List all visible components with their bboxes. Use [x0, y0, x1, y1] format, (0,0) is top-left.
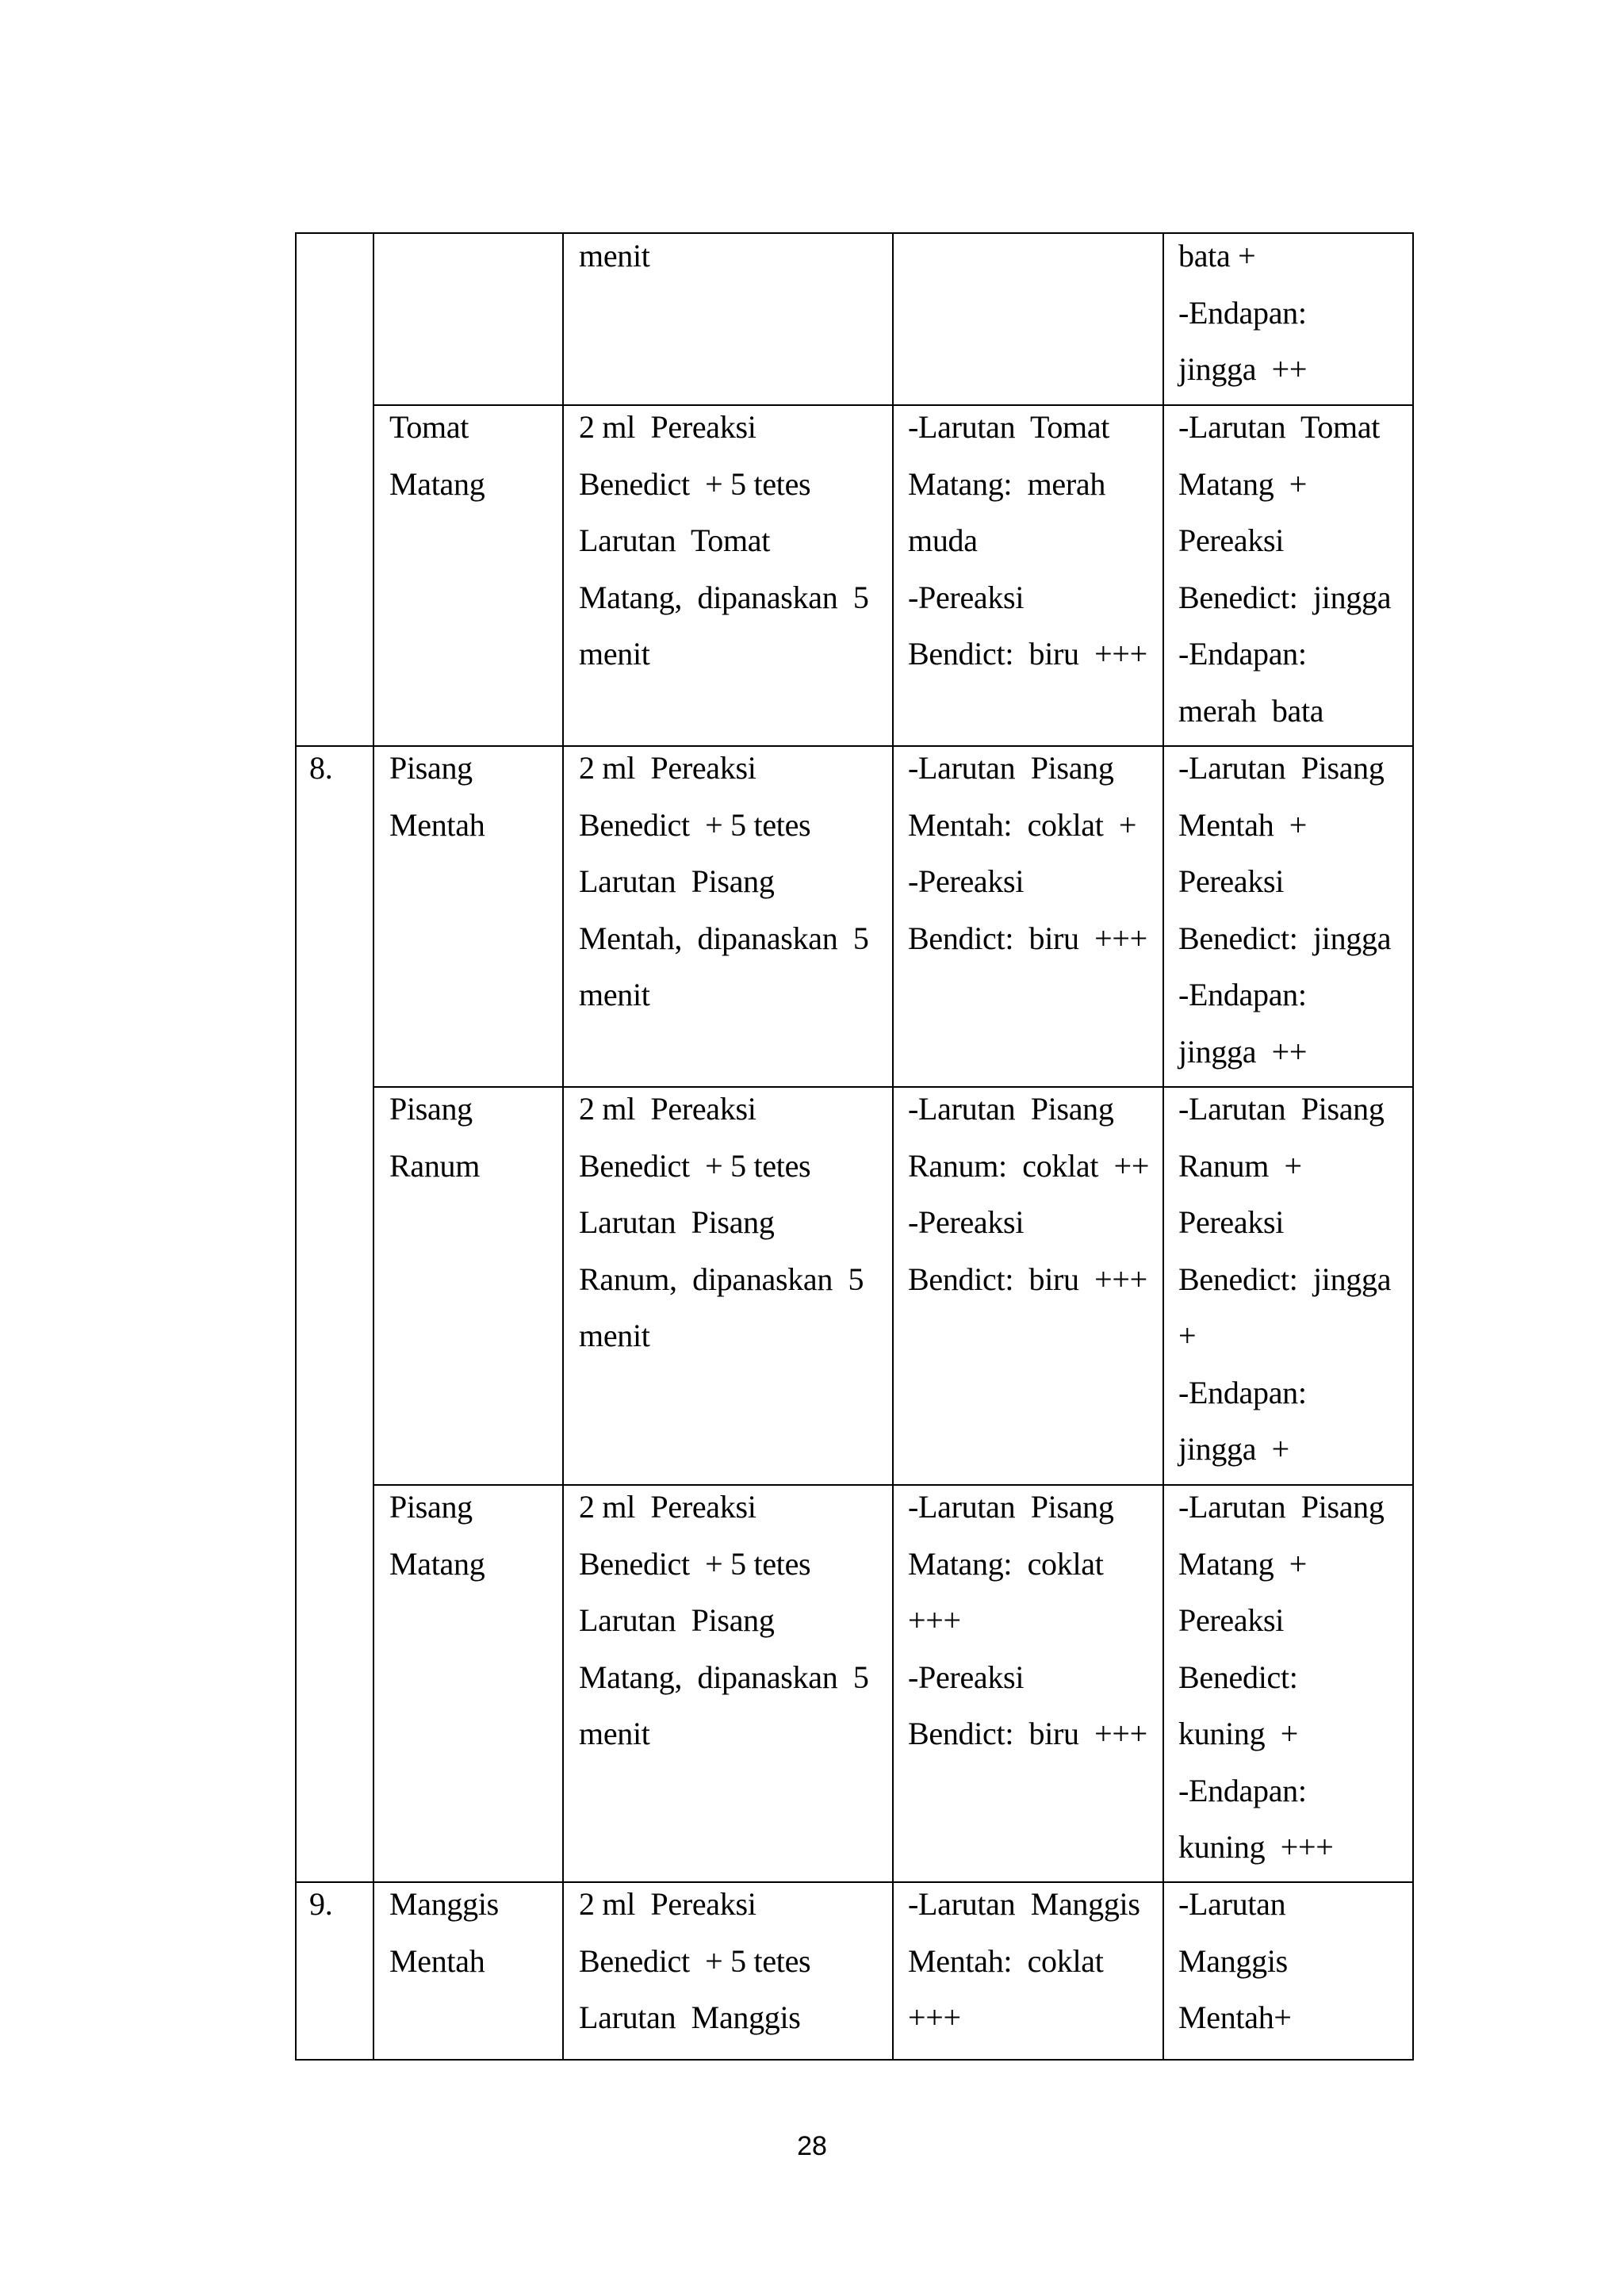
cell-line: -Larutan Pisang — [908, 1489, 1114, 1525]
cell-line: Benedict: — [1178, 1659, 1298, 1695]
table-row-3-before — [908, 1081, 1149, 1307]
cell-line: -Endapan: — [1178, 294, 1307, 331]
cell-line: Pereaksi — [1178, 1602, 1285, 1638]
table-row-4-after — [1178, 1479, 1385, 1876]
cell-line: Matang, dipanaskan 5 — [579, 1659, 869, 1695]
cell-line: +++ — [908, 1999, 961, 2035]
cell-line: Tomat — [389, 409, 469, 445]
cell-line: -Larutan Pisang — [1178, 750, 1385, 786]
cell-line: Larutan Pisang — [579, 1204, 775, 1240]
cell-line: -Larutan Tomat — [908, 409, 1110, 445]
cell-line: -Endapan: — [1178, 636, 1307, 672]
cell-line: Pereaksi — [1178, 863, 1285, 899]
cell-line: Matang — [389, 465, 485, 502]
table-row-0-after — [1178, 228, 1307, 398]
cell-line: Pisang — [389, 750, 473, 786]
cell-line: Benedict + 5 tetes — [579, 1147, 811, 1184]
table-row-5-before — [908, 1876, 1140, 2046]
cell-line: -Larutan Pisang — [1178, 1091, 1385, 1127]
table-row-5-after — [1178, 1876, 1292, 2046]
cell-line: -Pereaksi — [908, 1204, 1025, 1240]
cell-line: Matang: merah — [908, 465, 1106, 502]
cell-line: Benedict + 5 tetes — [579, 806, 811, 843]
table-row-2-treatment — [579, 740, 869, 1024]
cell-line: jingga + — [1178, 1431, 1289, 1467]
table-row-3-treatment — [579, 1081, 864, 1364]
cell-line: Benedict: jingga — [1178, 1261, 1392, 1297]
cell-line: Bendict: biru +++ — [908, 1716, 1147, 1751]
cell-line: Mentah + — [1178, 806, 1308, 843]
cell-line: -Larutan Pisang — [908, 1091, 1114, 1127]
cell-line: -Larutan Pisang — [908, 750, 1114, 786]
table-row-5-treatment — [579, 1876, 810, 2046]
table-row-4-sample — [389, 1479, 485, 1592]
table-row-3-sample — [389, 1081, 480, 1194]
table-row-4-before — [908, 1479, 1147, 1762]
cell-line: menit — [579, 636, 650, 672]
cell-line: menit — [579, 238, 650, 274]
cell-line: Benedict + 5 tetes — [579, 465, 811, 502]
table-row-3-after — [1178, 1081, 1391, 1478]
cell-line: Manggis — [1178, 1942, 1288, 1979]
cell-line: 2 ml Pereaksi — [579, 1489, 756, 1525]
cell-line: -Pereaksi — [908, 1659, 1025, 1695]
cell-line: +++ — [908, 1602, 961, 1638]
cell-line: Bendict: biru +++ — [908, 1261, 1147, 1297]
cell-line: jingga ++ — [1178, 351, 1308, 387]
cell-line: Ranum: coklat ++ — [908, 1147, 1150, 1184]
cell-line: merah bata — [1178, 692, 1324, 729]
cell-line: jingga ++ — [1178, 1033, 1308, 1070]
cell-line: Mentah — [389, 1942, 485, 1979]
cell-line: Mentah, dipanaskan 5 — [579, 920, 869, 956]
cell-line: Larutan Pisang — [579, 863, 775, 899]
table-row-1-treatment — [579, 399, 869, 683]
results-table — [295, 232, 1414, 2061]
col-divider — [1162, 234, 1164, 2059]
cell-line: Mentah: coklat — [908, 1942, 1104, 1979]
cell-line: Pisang — [389, 1091, 473, 1127]
table-row-2-number: 8. — [309, 750, 333, 786]
table-row-0-treatment — [579, 228, 650, 285]
cell-line: 2 ml Pereaksi — [579, 1886, 756, 1922]
cell-line: -Larutan Pisang — [1178, 1489, 1385, 1525]
cell-line: Matang, dipanaskan 5 — [579, 579, 869, 615]
table-row-1-after — [1178, 399, 1391, 739]
cell-line: Matang + — [1178, 465, 1308, 502]
cell-line: Ranum + — [1178, 1147, 1302, 1184]
cell-line: -Larutan Manggis — [908, 1886, 1140, 1922]
cell-line: Benedict + 5 tetes — [579, 1942, 811, 1979]
cell-line: -Larutan — [1178, 1886, 1286, 1922]
cell-line: Matang + — [1178, 1545, 1308, 1582]
cell-line: Larutan Manggis — [579, 1999, 801, 2035]
cell-line: Larutan Pisang — [579, 1602, 775, 1638]
table-row-5-sample — [389, 1876, 499, 1989]
table-row-1-before — [908, 399, 1147, 683]
cell-line: 2 ml Pereaksi — [579, 409, 756, 445]
cell-line: -Larutan Tomat — [1178, 409, 1381, 445]
col-divider — [892, 234, 894, 2059]
table-row-2-sample — [389, 740, 485, 853]
cell-line: menit — [579, 1716, 650, 1751]
cell-line: Benedict: jingga — [1178, 920, 1392, 956]
cell-line: -Pereaksi — [908, 863, 1025, 899]
cell-line: Pereaksi — [1178, 1204, 1285, 1240]
cell-line: Benedict: jingga — [1178, 579, 1392, 615]
cell-line: muda — [908, 522, 978, 558]
cell-line: -Pereaksi — [908, 579, 1025, 615]
cell-line: Manggis — [389, 1886, 499, 1922]
cell-line: Pereaksi — [1178, 522, 1285, 558]
cell-line: -Endapan: — [1178, 1374, 1307, 1410]
cell-line: 2 ml Pereaksi — [579, 750, 756, 786]
cell-line: Mentah: coklat + — [908, 806, 1137, 843]
cell-line: Bendict: biru +++ — [908, 920, 1147, 956]
cell-line: Larutan Tomat — [579, 522, 771, 558]
table-row-4-treatment — [579, 1479, 869, 1762]
cell-line: Ranum, dipanaskan 5 — [579, 1261, 864, 1297]
col-divider — [373, 234, 374, 2059]
cell-line: 2 ml Pereaksi — [579, 1091, 756, 1127]
table-row-2-after — [1178, 740, 1391, 1080]
cell-line: Benedict + 5 tetes — [579, 1545, 811, 1582]
cell-line: Bendict: biru +++ — [908, 636, 1147, 672]
cell-line: -Endapan: — [1178, 977, 1307, 1012]
cell-line: kuning + — [1178, 1716, 1298, 1751]
cell-line: Mentah+ — [1178, 1999, 1292, 2035]
cell-line: Ranum — [389, 1147, 481, 1184]
cell-line: kuning +++ — [1178, 1829, 1334, 1865]
cell-line: bata + — [1178, 238, 1256, 274]
cell-line: + — [1178, 1318, 1197, 1353]
cell-line: menit — [579, 977, 650, 1012]
col-divider — [562, 234, 564, 2059]
page-number: 28 — [797, 2131, 827, 2161]
cell-line: Matang: coklat — [908, 1545, 1104, 1582]
cell-line: Matang — [389, 1545, 485, 1582]
table-row-2-before — [908, 740, 1147, 966]
cell-line: -Endapan: — [1178, 1772, 1307, 1808]
cell-line: Mentah — [389, 806, 485, 843]
table-row-1-sample — [389, 399, 485, 512]
table-row-5-number: 9. — [309, 1886, 333, 1922]
cell-line: Pisang — [389, 1489, 473, 1525]
cell-line: menit — [579, 1318, 650, 1353]
